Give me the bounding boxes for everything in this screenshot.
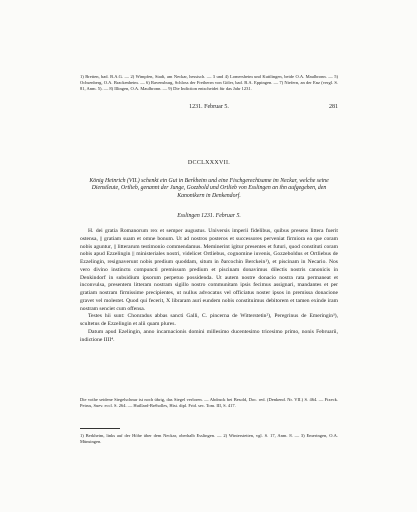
header-date: 1231. Februar 5.: [189, 104, 229, 110]
top-footnotes: 1) Bretten, bad. B.A.G. — 2) Wimpfen, Stadt, am Neckar, hessisch. — 3 und 4) Lomersheim und Kuttlingen, beide O.A. Maulbronn. — 5) Ochsenberg, O.A. Brackenheim. — 6) Ravensburg, Schloss der Freiherrn von Göler, bad. B.A. Eppingen. — 7) Niefern, an der Enz (vergl. S. 81, Anm. 5). — 8) Illingen, O.A. Maulbronn. — 9) Die Indiction entscheidet für das Jahr 1231.: [80, 74, 338, 92]
regest-summary: König Heinrich (VII.) schenkt ein Gut in Berkheim und eine Fischgerechtsame im Neckar, welche seine Dienstleute, Ortlieb, genannt der Junge, Gozzbold und Ortlieb von Esslingen an ihn aufgegeben, den Kanonikern in Denkendorf.: [89, 178, 329, 199]
body-paragraph: H. dei gratia Romanorum rex et semper augustus. Universis imperii fidelibus, quibus presens littera fuerit ostensa, || gratiam suam et omne bonum. Ut ad nostros posteros et successores perveniat firmiora ea que coram nobis aguntur, || litterarum testimonio commendamus. Meminerint igitur presentes et futuri, quod constituti coram nobis apud Ezzelingin || ministeriales nostri, videlicet Ortliebus, cognomine iuvenis, Gozzeboldus et Ortliebus de Ezzelingin, resignaverunt nobis predium quoddam, situm in ðarcochin Berckein¹), et piscinam in Necario. Nos vero divino instinctu compuncti premissum predium et piscinam donavimus dilectis nostris canonicis in Denkindorf in subsidium ipsorum perpetuo possidenda. Ut autem nostre donacio nostra rata permaneat et inconvulsa, presentem litteram nostram sigillo nostro communitam ipsis fecimus assignari, mandantes et per gratiam nostram firmissime precipientes, ut nullus advocatus vel officiatus noster ipsos in premissa donacione gravet vel molestet. Quod qui fecerit, X libraram auri eundem nobis constituimus debitorem et tamen exinde iram nostram senciet cum offensa.: [80, 228, 338, 312]
body-paragraph: Datum apud Ezelingin, anno incarnacionis domini millesimo ducentesimo tricesimo primo, nonis Februarii, indictione IIII⁴.: [80, 328, 338, 343]
bottom-footnotes: 1) Berkheim, links auf der Höhe über dem Neckar, oberhalb Esslingen. — 2) Winterstetten, vgl. S. 17, Anm. 8. — 3) Emeringen, O.A. Münsingen.: [80, 433, 338, 445]
page-number: 281: [329, 104, 338, 110]
charter-text: [80, 228, 338, 344]
footnote-divider: [80, 428, 120, 429]
running-header: [80, 104, 338, 111]
place-date-line: Esslingen 1231. Februar 5.: [177, 213, 241, 219]
edition-notes: Die vothe seidene Siegelschnur ist noch übrig, das Siegel verloren. — Abdruck bei Besold, Doc. red. (Denkend. Nr. VII.) S. 464. — Fixeck. Peirus, Suev. eccl. S. 264. — Huillard-Bréholles, Hist. dipl. Frid. sec. Tom. III, S. 417.: [80, 397, 338, 409]
body-paragraph: Testes hii sunt: Chonradus abbas sancti Galli, C. pincerna de Witterstetin²), Peregrinus de Emeringin³), scultetus de Ezzelingin et alii quam plures.: [80, 313, 338, 327]
document-number: DCCLXXXVII.: [187, 160, 231, 166]
